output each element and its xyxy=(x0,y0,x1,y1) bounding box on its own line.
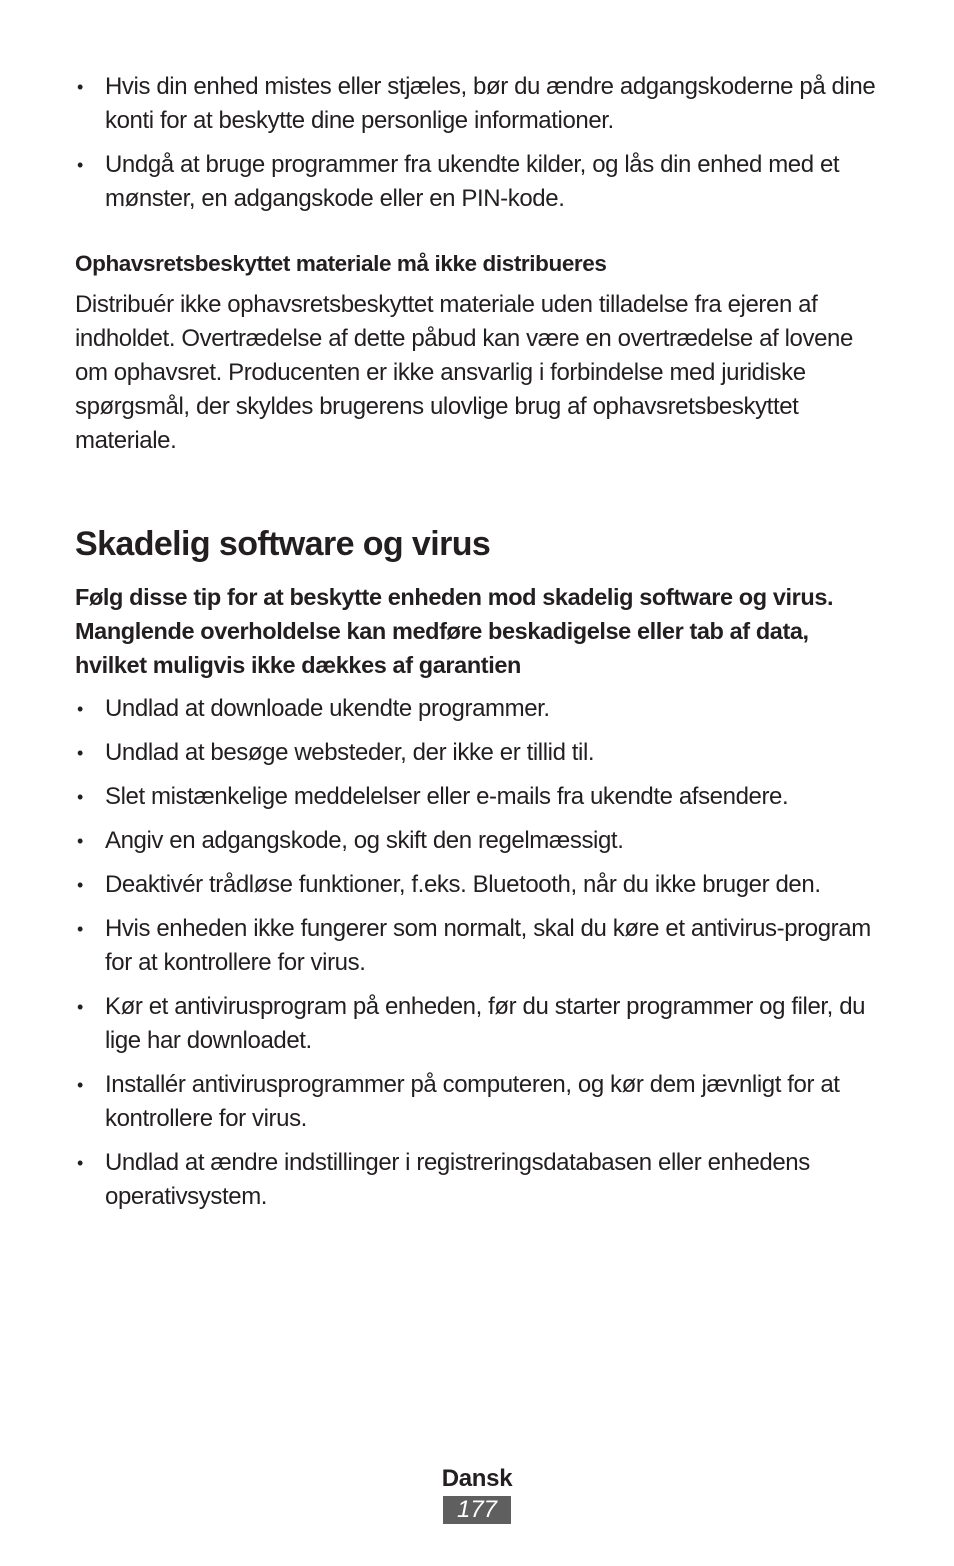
copyright-heading: Ophavsretsbeskyttet materiale må ikke distribueres xyxy=(75,251,607,276)
list-item xyxy=(75,912,885,980)
language-label: Dansk xyxy=(441,1465,513,1492)
list-item xyxy=(75,868,885,902)
list-item-text: Undlad at besøge websteder, der ikke er tillid til. xyxy=(105,739,595,766)
list-item xyxy=(75,70,885,138)
bullet-icon: • xyxy=(77,699,83,719)
list-item xyxy=(75,1146,885,1214)
list-item xyxy=(75,1068,885,1136)
copyright-paragraph: Distribuér ikke ophavsretsbeskyttet materiale uden tilladelse fra ejeren af indholdet. Overtrædelse af dette påbud kan være en overtrædelse af lovene om ophavsret. Producenten er ikke ansvarlig i forbindelse med juridiske spørgsmål, der skyldes brugerens ulovlige brug af ophavsretsbeskyttet materiale. xyxy=(75,291,853,454)
list-item-text: Undlad at ændre indstillinger i registreringsdatabasen eller enhedens operativsystem. xyxy=(105,1149,810,1210)
section-title: Skadelig software og virus xyxy=(75,525,491,563)
bullet-icon: • xyxy=(77,787,83,807)
malware-tips-list xyxy=(75,692,885,1214)
bullet-icon: • xyxy=(77,155,83,175)
bullet-icon: • xyxy=(77,1153,83,1173)
list-item-text: Angiv en adgangskode, og skift den regelmæssigt. xyxy=(105,827,624,854)
page-number: 177 xyxy=(443,1496,511,1524)
list-item-text: Undlad at downloade ukendte programmer. xyxy=(105,695,550,722)
bullet-icon: • xyxy=(77,831,83,851)
bullet-icon: • xyxy=(77,77,83,97)
bullet-icon: • xyxy=(77,997,83,1017)
list-item xyxy=(75,824,885,858)
list-item xyxy=(75,736,885,770)
list-item xyxy=(75,780,885,814)
list-item-text: Kør et antivirusprogram på enheden, før du starter programmer og filer, du lige har downloadet. xyxy=(105,993,866,1054)
bullet-icon: • xyxy=(77,919,83,939)
section-intro: Følg disse tip for at beskytte enheden mod skadelig software og virus. Manglende overholdelse kan medføre beskadigelse eller tab af data, hvilket muligvis ikke dækkes af garantien xyxy=(75,584,834,678)
bullet-icon: • xyxy=(77,875,83,895)
list-item xyxy=(75,692,885,726)
bullet-icon: • xyxy=(77,743,83,763)
security-tips-list xyxy=(75,70,885,216)
list-item-text: Installér antivirusprogrammer på computeren, og kør dem jævnligt for at kontrollere for virus. xyxy=(105,1071,840,1132)
list-item-text: Hvis din enhed mistes eller stjæles, bør du ændre adgangskoderne på dine konti for at beskytte dine personlige informationer. xyxy=(105,73,876,134)
list-item-text: Undgå at bruge programmer fra ukendte kilder, og lås din enhed med et mønster, en adgangskode eller en PIN-kode. xyxy=(105,151,840,212)
list-item-text: Slet mistænkelige meddelelser eller e-mails fra ukendte afsendere. xyxy=(105,783,789,810)
page-footer xyxy=(0,1462,954,1524)
list-item xyxy=(75,990,885,1058)
list-item-text: Deaktivér trådløse funktioner, f.eks. Bluetooth, når du ikke bruger den. xyxy=(105,871,821,898)
page-content xyxy=(75,70,885,1224)
list-item xyxy=(75,148,885,216)
list-item-text: Hvis enheden ikke fungerer som normalt, skal du køre et antivirus-program for at kontrollere for virus. xyxy=(105,915,871,976)
bullet-icon: • xyxy=(77,1075,83,1095)
